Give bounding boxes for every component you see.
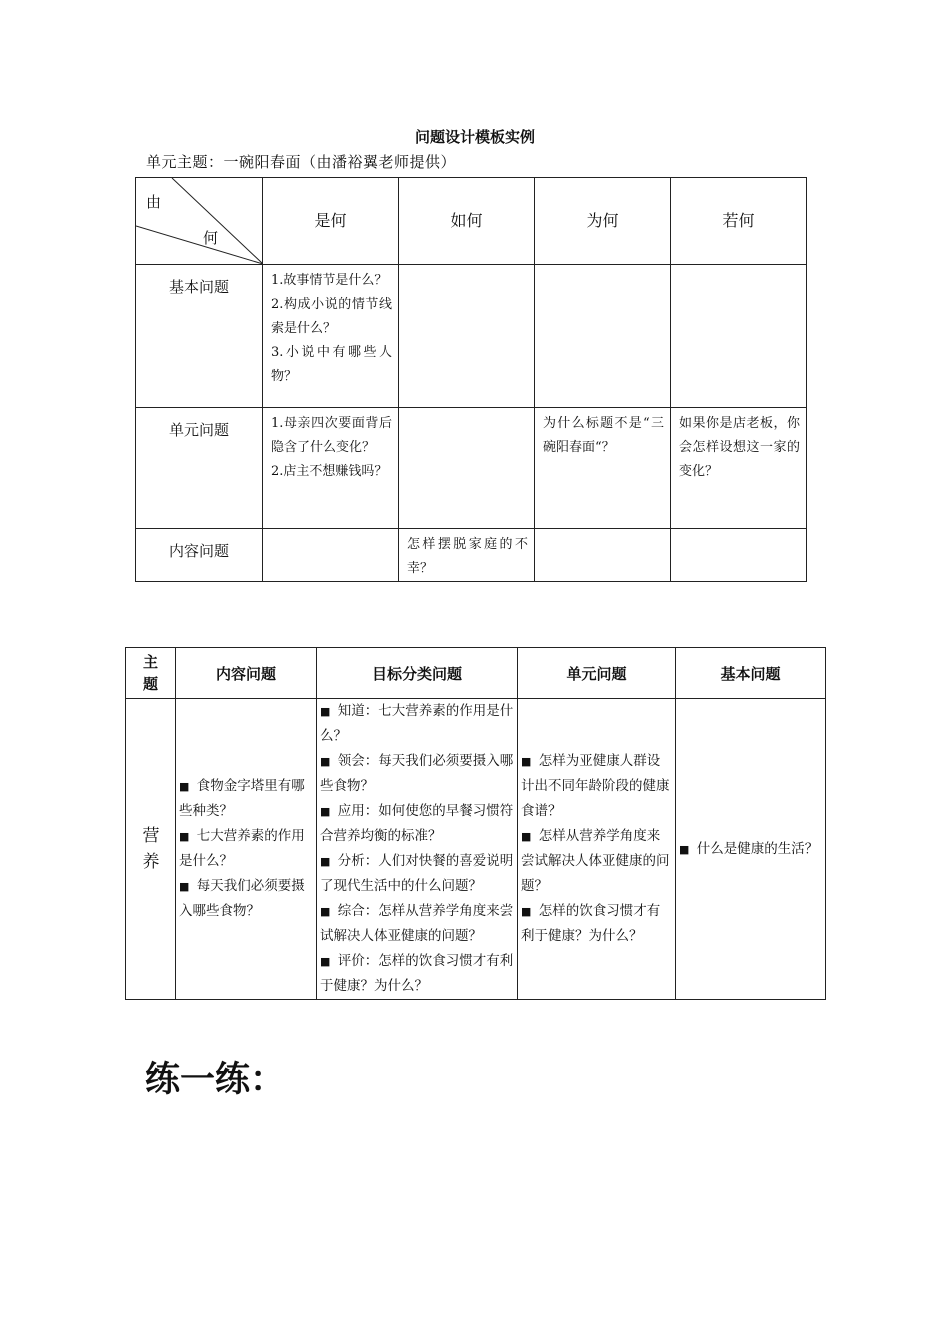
column-header: 内容问题 <box>176 648 317 699</box>
table-cell <box>671 529 807 582</box>
list-item: ■ 知道：七大营养素的作用是什么？ <box>320 703 514 744</box>
corner-label-bottom: 何 <box>203 229 219 247</box>
bullet-icon: ■ <box>521 830 532 843</box>
table-cell: 如果你是店老板，你会怎样设想这一家的变化？ <box>671 408 807 529</box>
table-cell <box>263 529 399 582</box>
bullet-icon: ■ <box>320 905 331 918</box>
list-item: ■ 综合：怎样从营养学角度来尝试解决人体亚健康的问题？ <box>320 903 514 944</box>
row-label: 基本问题 <box>136 265 263 408</box>
page-title: 问题设计模板实例 <box>414 128 535 146</box>
bullet-icon: ■ <box>679 842 690 856</box>
list-item: ■ 七大营养素的作用是什么？ <box>179 828 305 869</box>
bullet-icon: ■ <box>320 805 331 818</box>
column-header: 若何 <box>671 178 807 265</box>
table-cell <box>671 265 807 408</box>
column-header: 目标分类问题 <box>317 648 518 699</box>
list-item: ■ 每天我们必须要摄入哪些食物？ <box>179 878 305 919</box>
practice-heading: 练一练： <box>145 1060 286 1100</box>
column-header: 是何 <box>263 178 399 265</box>
theme-cell: 营养 <box>126 699 176 1000</box>
list-item: ■ 分析：人们对快餐的喜爱说明了现代生活中的什么问题？ <box>320 853 514 894</box>
list-item: ■ 怎样为亚健康人群设计出不同年龄阶段的健康食谱？ <box>521 753 670 819</box>
table-cell: 1.故事情节是什么？ 2.构成小说的情节线索是什么？ 3.小说中有哪些人物？ <box>263 265 399 408</box>
content-questions-cell <box>176 699 317 1000</box>
table-cell <box>399 265 535 408</box>
column-header-theme: 主题 <box>126 648 176 699</box>
bullet-icon: ■ <box>320 755 331 768</box>
column-header: 单元问题 <box>518 648 676 699</box>
goal-questions-cell <box>317 699 518 1000</box>
list-item: ■ 什么是健康的生活？ <box>679 840 819 857</box>
unit-questions-cell <box>518 699 676 1000</box>
list-item: ■ 评价：怎样的饮食习惯才有利于健康？为什么？ <box>320 953 514 994</box>
bullet-icon: ■ <box>320 955 331 968</box>
list-item: ■ 食物金字塔里有哪些种类？ <box>179 778 305 819</box>
table-cell: 怎样摆脱家庭的不幸？ <box>399 529 535 582</box>
table-cell <box>399 408 535 529</box>
table-cell: 1.母亲四次要面背后隐含了什么变化？ 2.店主不想赚钱吗？ <box>263 408 399 529</box>
unit-subtitle: 单元主题：一碗阳春面（由潘裕翼老师提供） <box>146 153 457 171</box>
bullet-icon: ■ <box>521 905 532 918</box>
row-label: 内容问题 <box>136 529 263 582</box>
question-design-table <box>135 177 807 582</box>
list-item: ■ 应用：如何使您的早餐习惯符合营养均衡的标准？ <box>320 803 514 844</box>
basic-questions-cell <box>676 699 826 1000</box>
bullet-icon: ■ <box>320 855 331 868</box>
list-item: ■ 怎样从营养学角度来尝试解决人体亚健康的问题？ <box>521 828 670 894</box>
column-header: 为何 <box>535 178 671 265</box>
nutrition-question-table <box>125 647 826 1000</box>
table-cell: 为什么标题不是“三碗阳春面“？ <box>535 408 671 529</box>
diagonal-header-cell <box>136 178 263 265</box>
column-header: 如何 <box>399 178 535 265</box>
bullet-icon: ■ <box>521 755 532 768</box>
table-cell <box>535 529 671 582</box>
column-header: 基本问题 <box>676 648 826 699</box>
bullet-icon: ■ <box>179 830 190 843</box>
list-item: ■ 怎样的饮食习惯才有利于健康？为什么？ <box>521 903 661 944</box>
bullet-icon: ■ <box>320 705 331 718</box>
row-label: 单元问题 <box>136 408 263 529</box>
table-cell <box>535 265 671 408</box>
bullet-icon: ■ <box>179 880 190 893</box>
corner-label-top: 由 <box>146 193 162 211</box>
list-item: ■ 领会：每天我们必须要摄入哪些食物？ <box>320 753 514 794</box>
bullet-icon: ■ <box>179 780 190 793</box>
